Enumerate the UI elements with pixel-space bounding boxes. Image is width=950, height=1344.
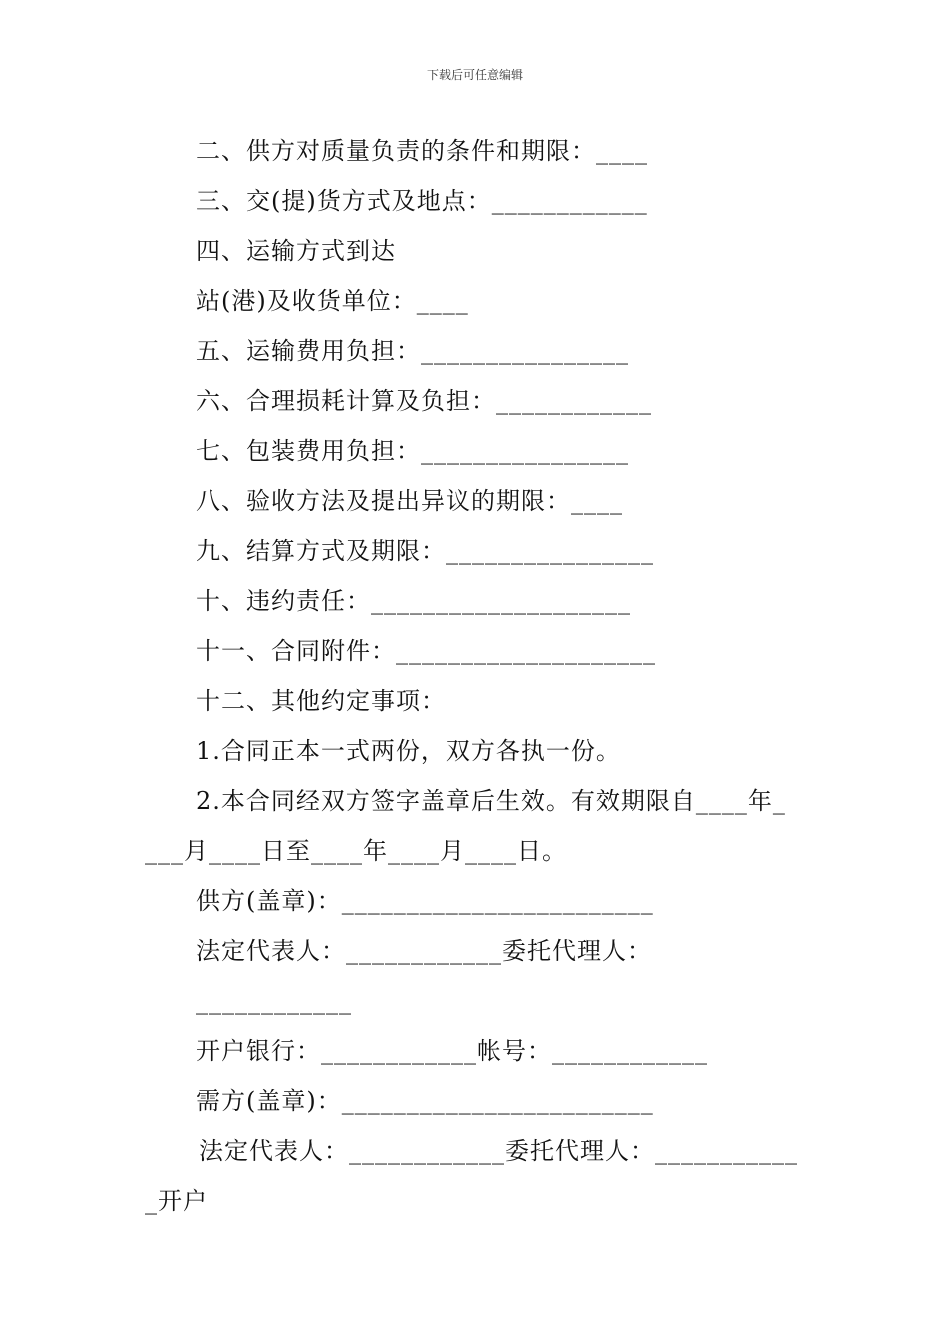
clause-5-transport-cost: 五、运输费用负担：________________	[196, 337, 629, 365]
term-2-validity-cont: ___月____日至____年____月____日。	[145, 837, 567, 865]
clause-7-packaging-cost: 七、包装费用负担：________________	[196, 437, 629, 465]
clause-3-delivery-method: 三、交(提)货方式及地点：____________	[196, 187, 648, 215]
clause-6-loss-calculation: 六、合理损耗计算及负担：____________	[196, 387, 652, 415]
term-1-copies: 1.合同正本一式两份，双方各执一份。	[196, 737, 621, 765]
supplier-representative: 法定代表人：____________委托代理人：	[196, 937, 652, 965]
clause-4-transport: 四、运输方式到达	[196, 237, 396, 265]
clause-2-quality-terms: 二、供方对质量负责的条件和期限：____	[196, 137, 648, 165]
clause-4-station-receiver: 站(港)及收货单位：____	[196, 287, 469, 315]
page-header: 下载后可任意编辑	[426, 68, 523, 82]
buyer-seal: 需方(盖章)：________________________	[196, 1087, 654, 1115]
clause-12-other-terms: 十二、其他约定事项：	[196, 687, 446, 715]
clause-10-liability: 十、违约责任：____________________	[196, 587, 631, 615]
term-2-validity: 2.本合同经双方签字盖章后生效。有效期限自____年_	[196, 787, 786, 815]
buyer-representative: 法定代表人：____________委托代理人：___________	[199, 1137, 798, 1165]
clause-11-attachments: 十一、合同附件：____________________	[196, 637, 656, 665]
supplier-bank-account: 开户银行：____________帐号：____________	[196, 1037, 708, 1065]
supplier-agent-blank: ____________	[196, 987, 352, 1015]
clause-9-settlement: 九、结算方式及期限：________________	[196, 537, 654, 565]
supplier-seal: 供方(盖章)：________________________	[196, 887, 654, 915]
clause-8-inspection: 八、验收方法及提出异议的期限：____	[196, 487, 623, 515]
buyer-bank-cont: _开户	[145, 1187, 208, 1215]
